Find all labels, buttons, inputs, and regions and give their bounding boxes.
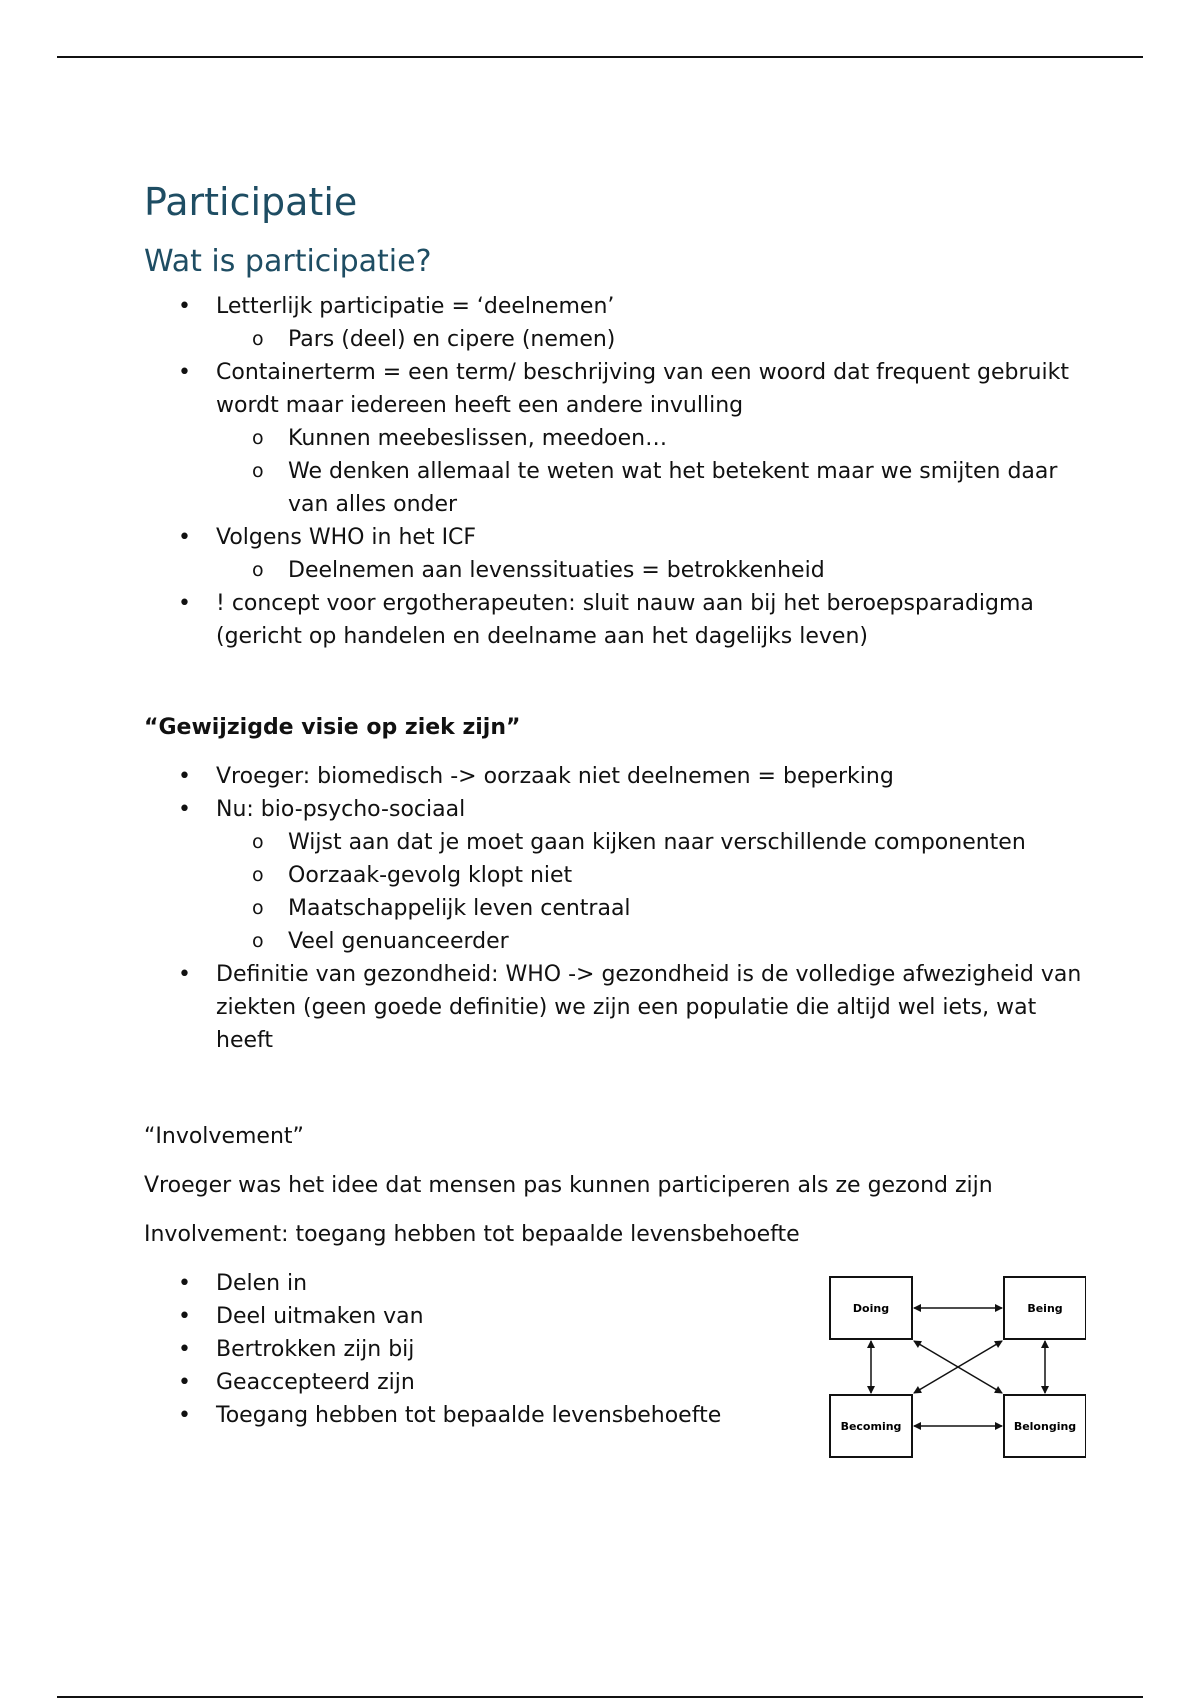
bullet-item: • ! concept voor ergotherapeuten: sluit nauw aan bij het beroepsparadigma (gericht op handelen en deelname aan het dagelijks leven) — [144, 587, 1084, 653]
sub-bullet-item: o Kunnen meebeslissen, meedoen… — [144, 422, 1084, 455]
sub-bullet-item: o Oorzaak-gevolg klopt niet — [144, 859, 1084, 892]
bullet-item: • Volgens WHO in het ICF — [144, 521, 1084, 554]
bullet-item: • Toegang hebben tot bepaalde levensbehoefte — [144, 1399, 1084, 1432]
being-label: Being — [1027, 1302, 1063, 1315]
bullet-item: • Vroeger: biomedisch -> oorzaak niet deelnemen = beperking — [144, 760, 1084, 793]
paragraph: Involvement: toegang hebben tot bepaalde levensbehoefte — [144, 1222, 800, 1247]
document-body — [144, 170, 1084, 1432]
bullet-item: • Bertrokken zijn bij — [144, 1333, 1084, 1366]
bullet-item: • Definitie van gezondheid: WHO -> gezondheid is de volledige afwezigheid van ziekten (geen goede definitie) we zijn een populatie die altijd wel iets, wat heeft — [144, 958, 1084, 1057]
belonging-label: Belonging — [1013, 1420, 1077, 1433]
paragraph: Vroeger was het idee dat mensen pas kunnen participeren als ze gezond zijn — [144, 1173, 993, 1198]
sub-bullet-item: o Pars (deel) en cipere (nemen) — [144, 323, 1084, 356]
bullet-item: • Delen in — [144, 1267, 1084, 1300]
bullet-item: • Deel uitmaken van — [144, 1300, 1084, 1333]
doing-being-diagram — [808, 1263, 1086, 1467]
section-title-participatie: Wat is participatie? — [144, 244, 432, 279]
header-rule — [57, 56, 1143, 58]
bullet-item: • Nu: bio-psycho-sociaal — [144, 793, 1084, 826]
page-title: Participatie — [144, 180, 358, 224]
sub-bullet-item: o We denken allemaal te weten wat het betekent maar we smijten daar van alles onder — [144, 455, 1084, 521]
sub-bullet-item: o Deelnemen aan levenssituaties = betrokkenheid — [144, 554, 1084, 587]
section-title-involvement: “Involvement” — [144, 1124, 304, 1149]
bullet-item: • Containerterm = een term/ beschrijving van een woord dat frequent gebruikt wordt maar iedereen heeft een andere invulling — [144, 356, 1084, 422]
involvement-list-block — [144, 1267, 1084, 1432]
footer-rule — [57, 1696, 1143, 1698]
section-title-visie: “Gewijzigde visie op ziek zijn” — [144, 715, 521, 740]
sub-bullet-item: o Maatschappelijk leven centraal — [144, 892, 1084, 925]
sub-bullet-item: o Wijst aan dat je moet gaan kijken naar verschillende componenten — [144, 826, 1084, 859]
sub-bullet-item: o Veel genuanceerder — [144, 925, 1084, 958]
bullet-item: • Letterlijk participatie = ‘deelnemen’ — [144, 290, 1084, 323]
bullet-item: • Geaccepteerd zijn — [144, 1366, 1084, 1399]
becoming-label: Becoming — [840, 1420, 902, 1433]
doing-label: Doing — [852, 1302, 890, 1315]
